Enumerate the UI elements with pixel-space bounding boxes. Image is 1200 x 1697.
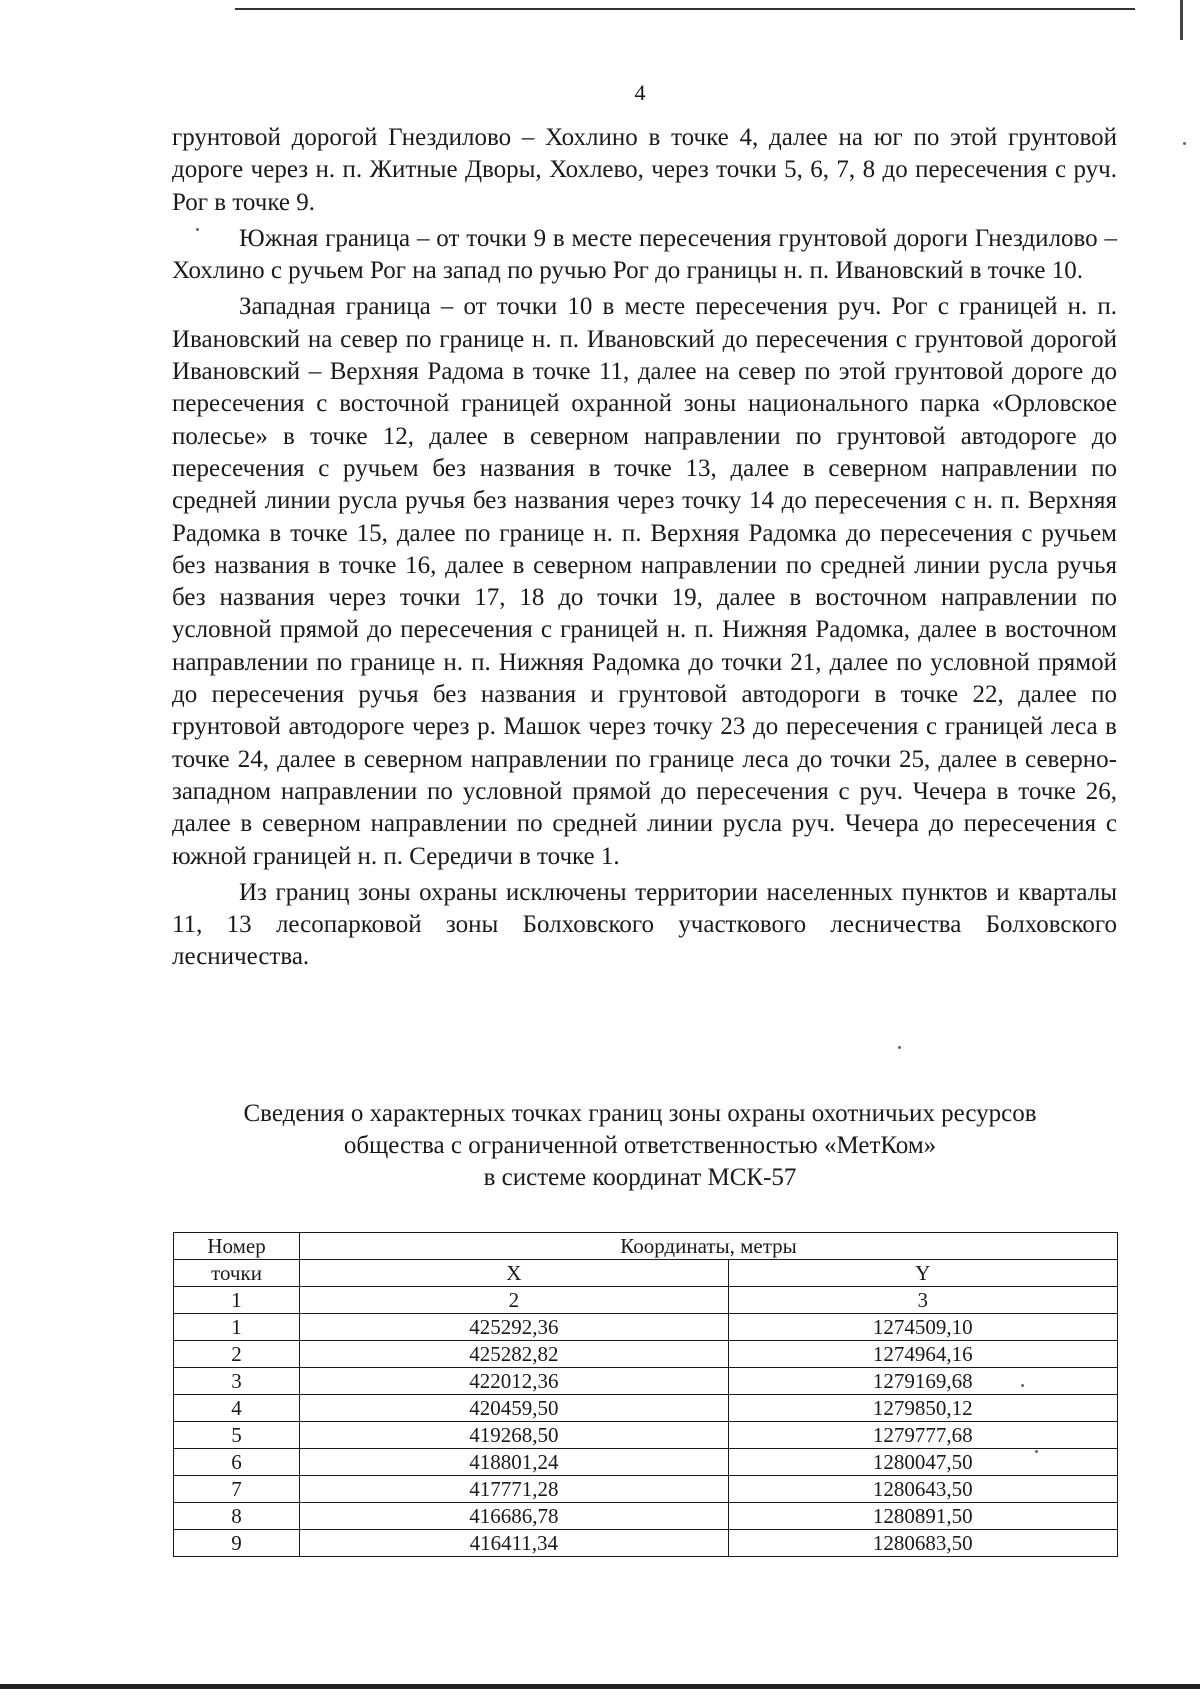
page-number: 4 — [634, 80, 646, 105]
scan-speck — [1021, 1384, 1024, 1387]
x-coordinate-cell: 425282,82 — [300, 1341, 729, 1368]
table-row — [174, 1449, 1118, 1476]
table-row — [174, 1476, 1118, 1503]
point-number-cell: 3 — [174, 1368, 300, 1395]
coordinates-table — [173, 1232, 1118, 1557]
table-row — [174, 1503, 1118, 1530]
scan-speck — [898, 1046, 901, 1049]
y-coordinate-cell: 1280683,50 — [728, 1530, 1117, 1557]
point-number-cell: 2 — [174, 1341, 300, 1368]
y-coordinate-cell: 1280047,50 — [728, 1449, 1117, 1476]
paragraph-exclusions: Из границ зоны охраны исключены территории населенных пунктов и кварталы 11, 13 лесопарковой зоны Болховского участкового лесничества Болховского лесничества. — [172, 878, 1117, 971]
x-coordinate-cell: 416411,34 — [300, 1530, 729, 1557]
x-coordinate-cell: 420459,50 — [300, 1395, 729, 1422]
paragraph-continuation: грунтовой дорогой Гнездилово – Хохлино в точке 4, далее на юг по этой грунтовой дороге через н. п. Житные Дворы, Хохлево, через точки 5, 6, 7, 8 до пересечения с руч. Рог в точке 9. — [172, 124, 1117, 216]
x-coordinate-cell: 422012,36 — [300, 1368, 729, 1395]
header-point-number-line2: точки — [174, 1260, 300, 1287]
top-border-line — [235, 8, 1135, 10]
x-coordinate-cell: 416686,78 — [300, 1503, 729, 1530]
y-coordinate-cell: 1279169,68 — [728, 1368, 1117, 1395]
table-index-row — [174, 1287, 1118, 1314]
scan-speck — [196, 228, 199, 231]
scan-speck — [1183, 142, 1186, 145]
document-body — [172, 122, 1117, 974]
caption-line-2: общества с ограниченной ответственностью «МетКом» — [343, 1132, 937, 1159]
header-point-number: Номер — [174, 1233, 300, 1260]
paragraph-west-border: Западная граница – от точки 10 в месте пересечения руч. Рог с границей н. п. Ивановский на север по границе н. п. Ивановский до пересечения с грунтовой дорогой Ивановский – Верхняя Радома в точке 11, далее на север по этой грунтовой дороге до пересечения с восточной границей охранной зоны национального парка «Орловское полесье» в точке 12, далее в северном направлении по грунтовой автодороге до пересечения с ручьем без названия в точке 13, далее в северном направлении по средней линии русла ручья без названия через точку 14 до пересечения с н. п. Верхняя Радомка в точке 15, далее по границе н. п. Верхняя Радомка до пересечения с ручьем без названия в точке 16, далее в северном направлении по средней линии русла ручья без названия через точки 17, 18 до точки 19, далее в восточном направлении по условной прямой до пересечения с границей н. п. Нижняя Радомка, далее в восточном направлении по границе н. п. Нижняя Радомка до точки 21, далее по условной прямой до пересечения ручья без названия и грунтовой автодороги в точке 22, далее по грунтовой автодороге через р. Машок через точку 23 до пересечения с границей леса в точке 24, далее в северном направлении по границе леса до точки 25, далее в северно-западном направлении по условной прямой до пересечения с руч. Чечера в точке 26, далее в северном направлении по средней линии русла руч. Чечера до пересечения с южной границей н. п. Середичи в точке 1. — [172, 293, 1117, 870]
y-coordinate-cell: 1280643,50 — [728, 1476, 1117, 1503]
x-coordinate-cell: 418801,24 — [300, 1449, 729, 1476]
index-cell: 3 — [728, 1287, 1117, 1314]
header-coordinates: Координаты, метры — [300, 1233, 1118, 1260]
y-coordinate-cell: 1279777,68 — [728, 1422, 1117, 1449]
header-y: Y — [728, 1260, 1117, 1287]
table-row — [174, 1368, 1118, 1395]
point-number-cell: 9 — [174, 1530, 300, 1557]
y-coordinate-cell: 1279850,12 — [728, 1395, 1117, 1422]
x-coordinate-cell: 425292,36 — [300, 1314, 729, 1341]
point-number-cell: 4 — [174, 1395, 300, 1422]
point-number-cell: 5 — [174, 1422, 300, 1449]
point-number-cell: 8 — [174, 1503, 300, 1530]
top-right-edge-mark — [1180, 0, 1183, 40]
table-row — [174, 1422, 1118, 1449]
header-x: X — [300, 1260, 729, 1287]
table-row — [174, 1395, 1118, 1422]
x-coordinate-cell: 419268,50 — [300, 1422, 729, 1449]
caption-line-1: Сведения о характерных точках границ зоны охраны охотничьих ресурсов — [243, 1100, 1037, 1127]
point-number-cell: 6 — [174, 1449, 300, 1476]
y-coordinate-cell: 1280891,50 — [728, 1503, 1117, 1530]
table-caption — [160, 1098, 1120, 1194]
table-header-row — [174, 1233, 1118, 1260]
paragraph-south-border: Южная граница – от точки 9 в месте пересечения грунтовой дороги Гнездилово – Хохлино с ручьем Рог на запад по ручью Рог до границы н. п. Ивановский в точке 10. — [172, 224, 1117, 285]
point-number-cell: 7 — [174, 1476, 300, 1503]
index-cell: 1 — [174, 1287, 300, 1314]
table-subheader-row — [174, 1260, 1118, 1287]
scan-speck — [1035, 1450, 1038, 1453]
table-row — [174, 1341, 1118, 1368]
table-row — [174, 1530, 1118, 1557]
y-coordinate-cell: 1274964,16 — [728, 1341, 1117, 1368]
y-coordinate-cell: 1274509,10 — [728, 1314, 1117, 1341]
bottom-border-line — [0, 1684, 1200, 1689]
index-cell: 2 — [300, 1287, 729, 1314]
caption-line-3: в системе координат МСК-57 — [483, 1164, 797, 1191]
point-number-cell: 1 — [174, 1314, 300, 1341]
table-row — [174, 1314, 1118, 1341]
x-coordinate-cell: 417771,28 — [300, 1476, 729, 1503]
